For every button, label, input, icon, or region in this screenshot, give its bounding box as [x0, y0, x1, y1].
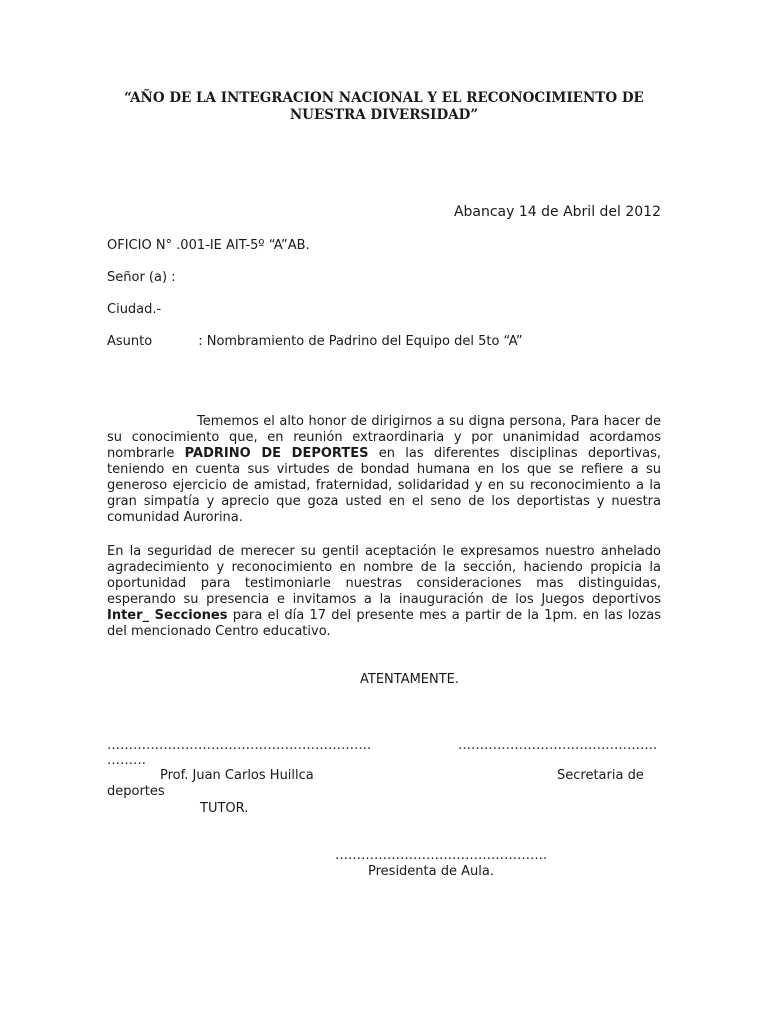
- closing-text: ATENTAMENTE.: [360, 672, 460, 687]
- subject-value: : Nombramiento de Padrino del Equipo del 5to “A”: [198, 334, 523, 349]
- paragraph-2-text-a: En la seguridad de merecer su gentil aceptación le expresamos nuestro anhelado agradecimiento y reconocimiento en nombre de la sección, haciendo propicia la oportunidad para testimoniarle nuestras consideraciones mas distinguidas, esperando su presencia e invitamos a la inauguración de los Juegos deportivos: [107, 544, 661, 607]
- president-title: Presidenta de Aula.: [368, 864, 494, 879]
- subject-label: Asunto: [107, 334, 153, 349]
- subject-line: [107, 334, 523, 349]
- paragraph-1-text-a: Tememos el alto honor de dirigirnos a su digna persona, Para hacer de su conocimiento que, en reunión extraordinaria y por unanimidad acordamos nombrarle: [107, 414, 661, 461]
- paragraph-1-text-b: en las diferentes disciplinas deportivas, teniendo en cuenta sus virtudes de bondad humana en los que se refiere a su generoso ejercicio de amistad, fraternidad, solidaridad y en su reconocimiento a la gran simpatía y aprecio que goza usted en el seno de los deportistas y nuestra comunidad Aurorina.: [107, 446, 661, 525]
- body-paragraph-2: [107, 544, 661, 640]
- tutor-role: TUTOR.: [200, 801, 249, 816]
- signature-line-continuation: ………: [107, 753, 146, 768]
- letter-date: Abancay 14 de Abril del 2012: [453, 204, 661, 220]
- document-heading: [107, 90, 661, 124]
- body-paragraph-1: [107, 414, 661, 526]
- heading-line-1: “AÑO DE LA INTEGRACION NACIONAL Y EL RECONOCIMIENTO DE: [124, 90, 644, 106]
- secretary-signature-line: ……………………………………….: [458, 738, 658, 753]
- paragraph-1-bold: PADRINO DE DEPORTES: [184, 446, 369, 461]
- heading-line-2: NUESTRA DIVERSIDAD”: [289, 107, 479, 123]
- recipient-salutation: Señor (a) :: [107, 270, 176, 285]
- secretary-title-cont: deportes: [107, 784, 165, 799]
- tutor-name: Prof. Juan Carlos Huillca: [160, 768, 314, 783]
- secretary-title: Secretaria de: [557, 768, 644, 783]
- paragraph-2-text-b: para el día 17 del presente mes a partir de la 1pm. en las lozas del mencionado Centro educativo.: [107, 608, 661, 639]
- oficio-number: OFICIO N° .001-IE AIT-5º “A”AB.: [107, 238, 310, 253]
- tutor-signature-line: …………………………………………………….: [107, 738, 372, 753]
- recipient-city: Ciudad.-: [107, 302, 162, 317]
- president-signature-line: ………………………………………….: [335, 848, 548, 863]
- paragraph-2-bold: Inter_ Secciones: [107, 608, 228, 623]
